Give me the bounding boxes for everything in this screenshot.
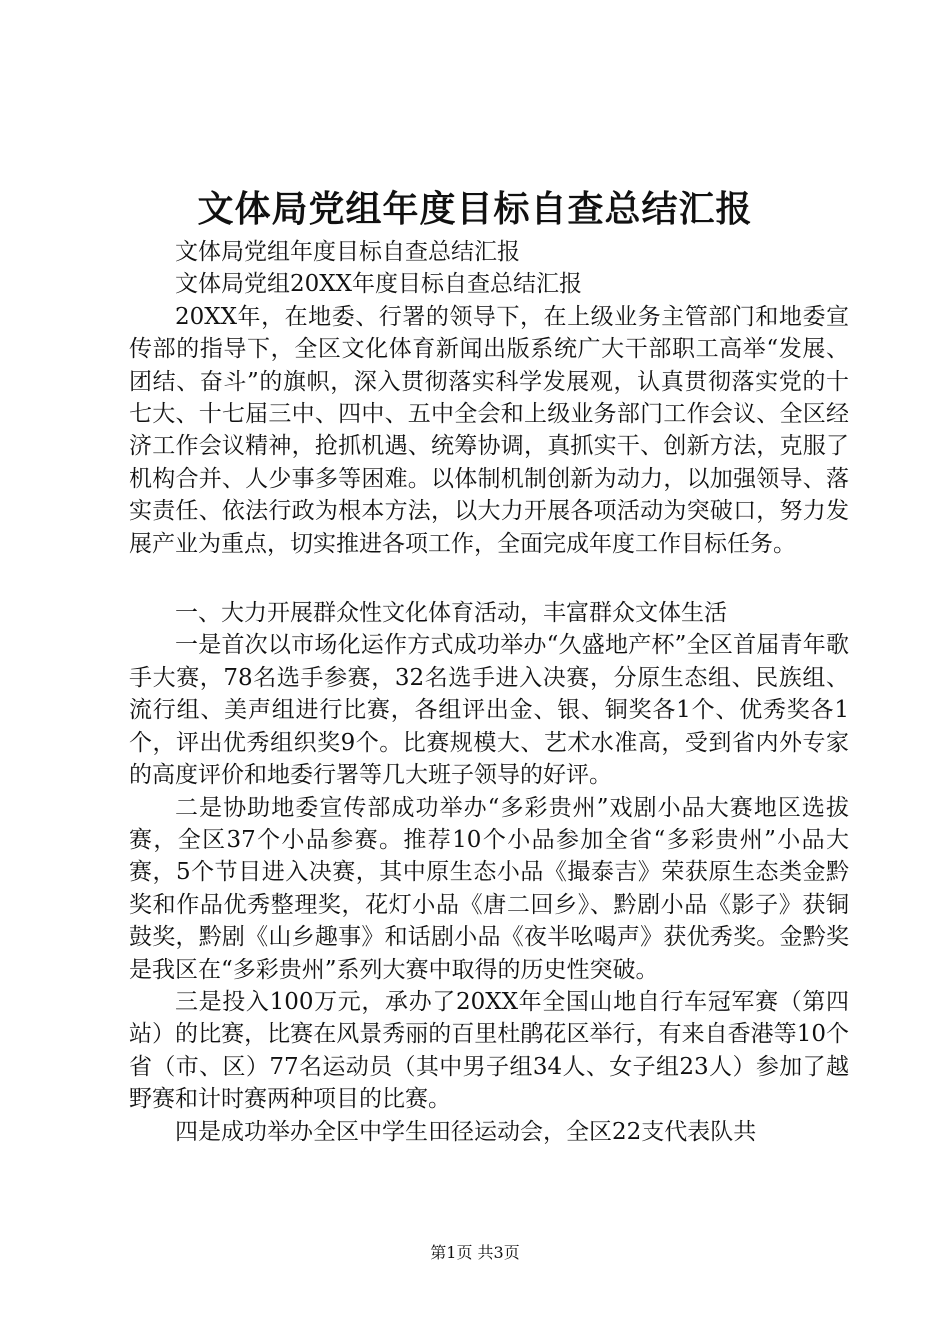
paragraph-4: 四是成功举办全区中学生田径运动会，全区22支代表队共 — [175, 1118, 757, 1145]
page-footer: 第1页 共3页 — [430, 1243, 520, 1262]
section-spacer — [129, 560, 849, 597]
subtitle-line-2: 文体局党组20XX年度目标自查总结汇报 — [175, 271, 583, 298]
document-body — [129, 236, 849, 1148]
intro-paragraph: 20XX年，在地委、行署的领导下，在上级业务主管部门和地委宣传部的指导下，全区文化体育新闻出版系统广大干部职工高举“发展、团结、奋斗”的旗帜，深入贯彻落实科学发展观，认真贯彻落实党的十七大、十七届三中、四中、五中全会和上级业务部门工作会议、全区经济工作会议精神，抢抓机遇、统筹协调，真抓实干、创新方法，克服了机构合并、人少事多等困难。以体制机制创新为动力，以加强领导、落实责任、依法行政为根本方法，以大力开展各项活动为突破口，努力发展产业为重点，切实推进各项工作，全面完成年度工作目标任务。 — [129, 303, 849, 557]
document-title: 文体局党组年度目标自查总结汇报 — [197, 188, 753, 230]
paragraph-1: 一是首次以市场化运作方式成功举办“久盛地产杯”全区首届青年歌手大赛，78名选手参赛，32名选手进入决赛，分原生态组、民族组、流行组、美声组进行比赛，各组评出金、银、铜奖各1个、优秀奖各1个，评出优秀组织奖9个。比赛规模大、艺术水准高，受到省内外专家的高度评价和地委行署等几大班子领导的好评。 — [129, 632, 849, 789]
paragraph-2: 二是协助地委宣传部成功举办“多彩贵州”戏剧小品大赛地区选拔赛，全区37个小品参赛。推荐10个小品参加全省“多彩贵州”小品大赛，5个节目进入决赛，其中原生态小品《撮泰吉》荣获原生态类金黔奖和作品优秀整理奖，花灯小品《唐二回乡》、黔剧小品《影子》获铜鼓奖，黔剧《山乡趣事》和话剧小品《夜半吆喝声》获优秀奖。金黔奖是我区在“多彩贵州”系列大赛中取得的历史性突破。 — [129, 794, 849, 983]
section-heading: 一、大力开展群众性文化体育活动，丰富群众文体生活 — [175, 600, 727, 627]
subtitle-line-1: 文体局党组年度目标自查总结汇报 — [175, 239, 520, 265]
paragraph-3: 三是投入100万元，承办了20XX年全国山地自行车冠军赛（第四站）的比赛，比赛在风景秀丽的百里杜鹃花区举行，有来自香港等10个省（市、区）77名运动员（其中男子组34人、女子组23人）参加了越野赛和计时赛两种项目的比赛。 — [129, 988, 849, 1113]
